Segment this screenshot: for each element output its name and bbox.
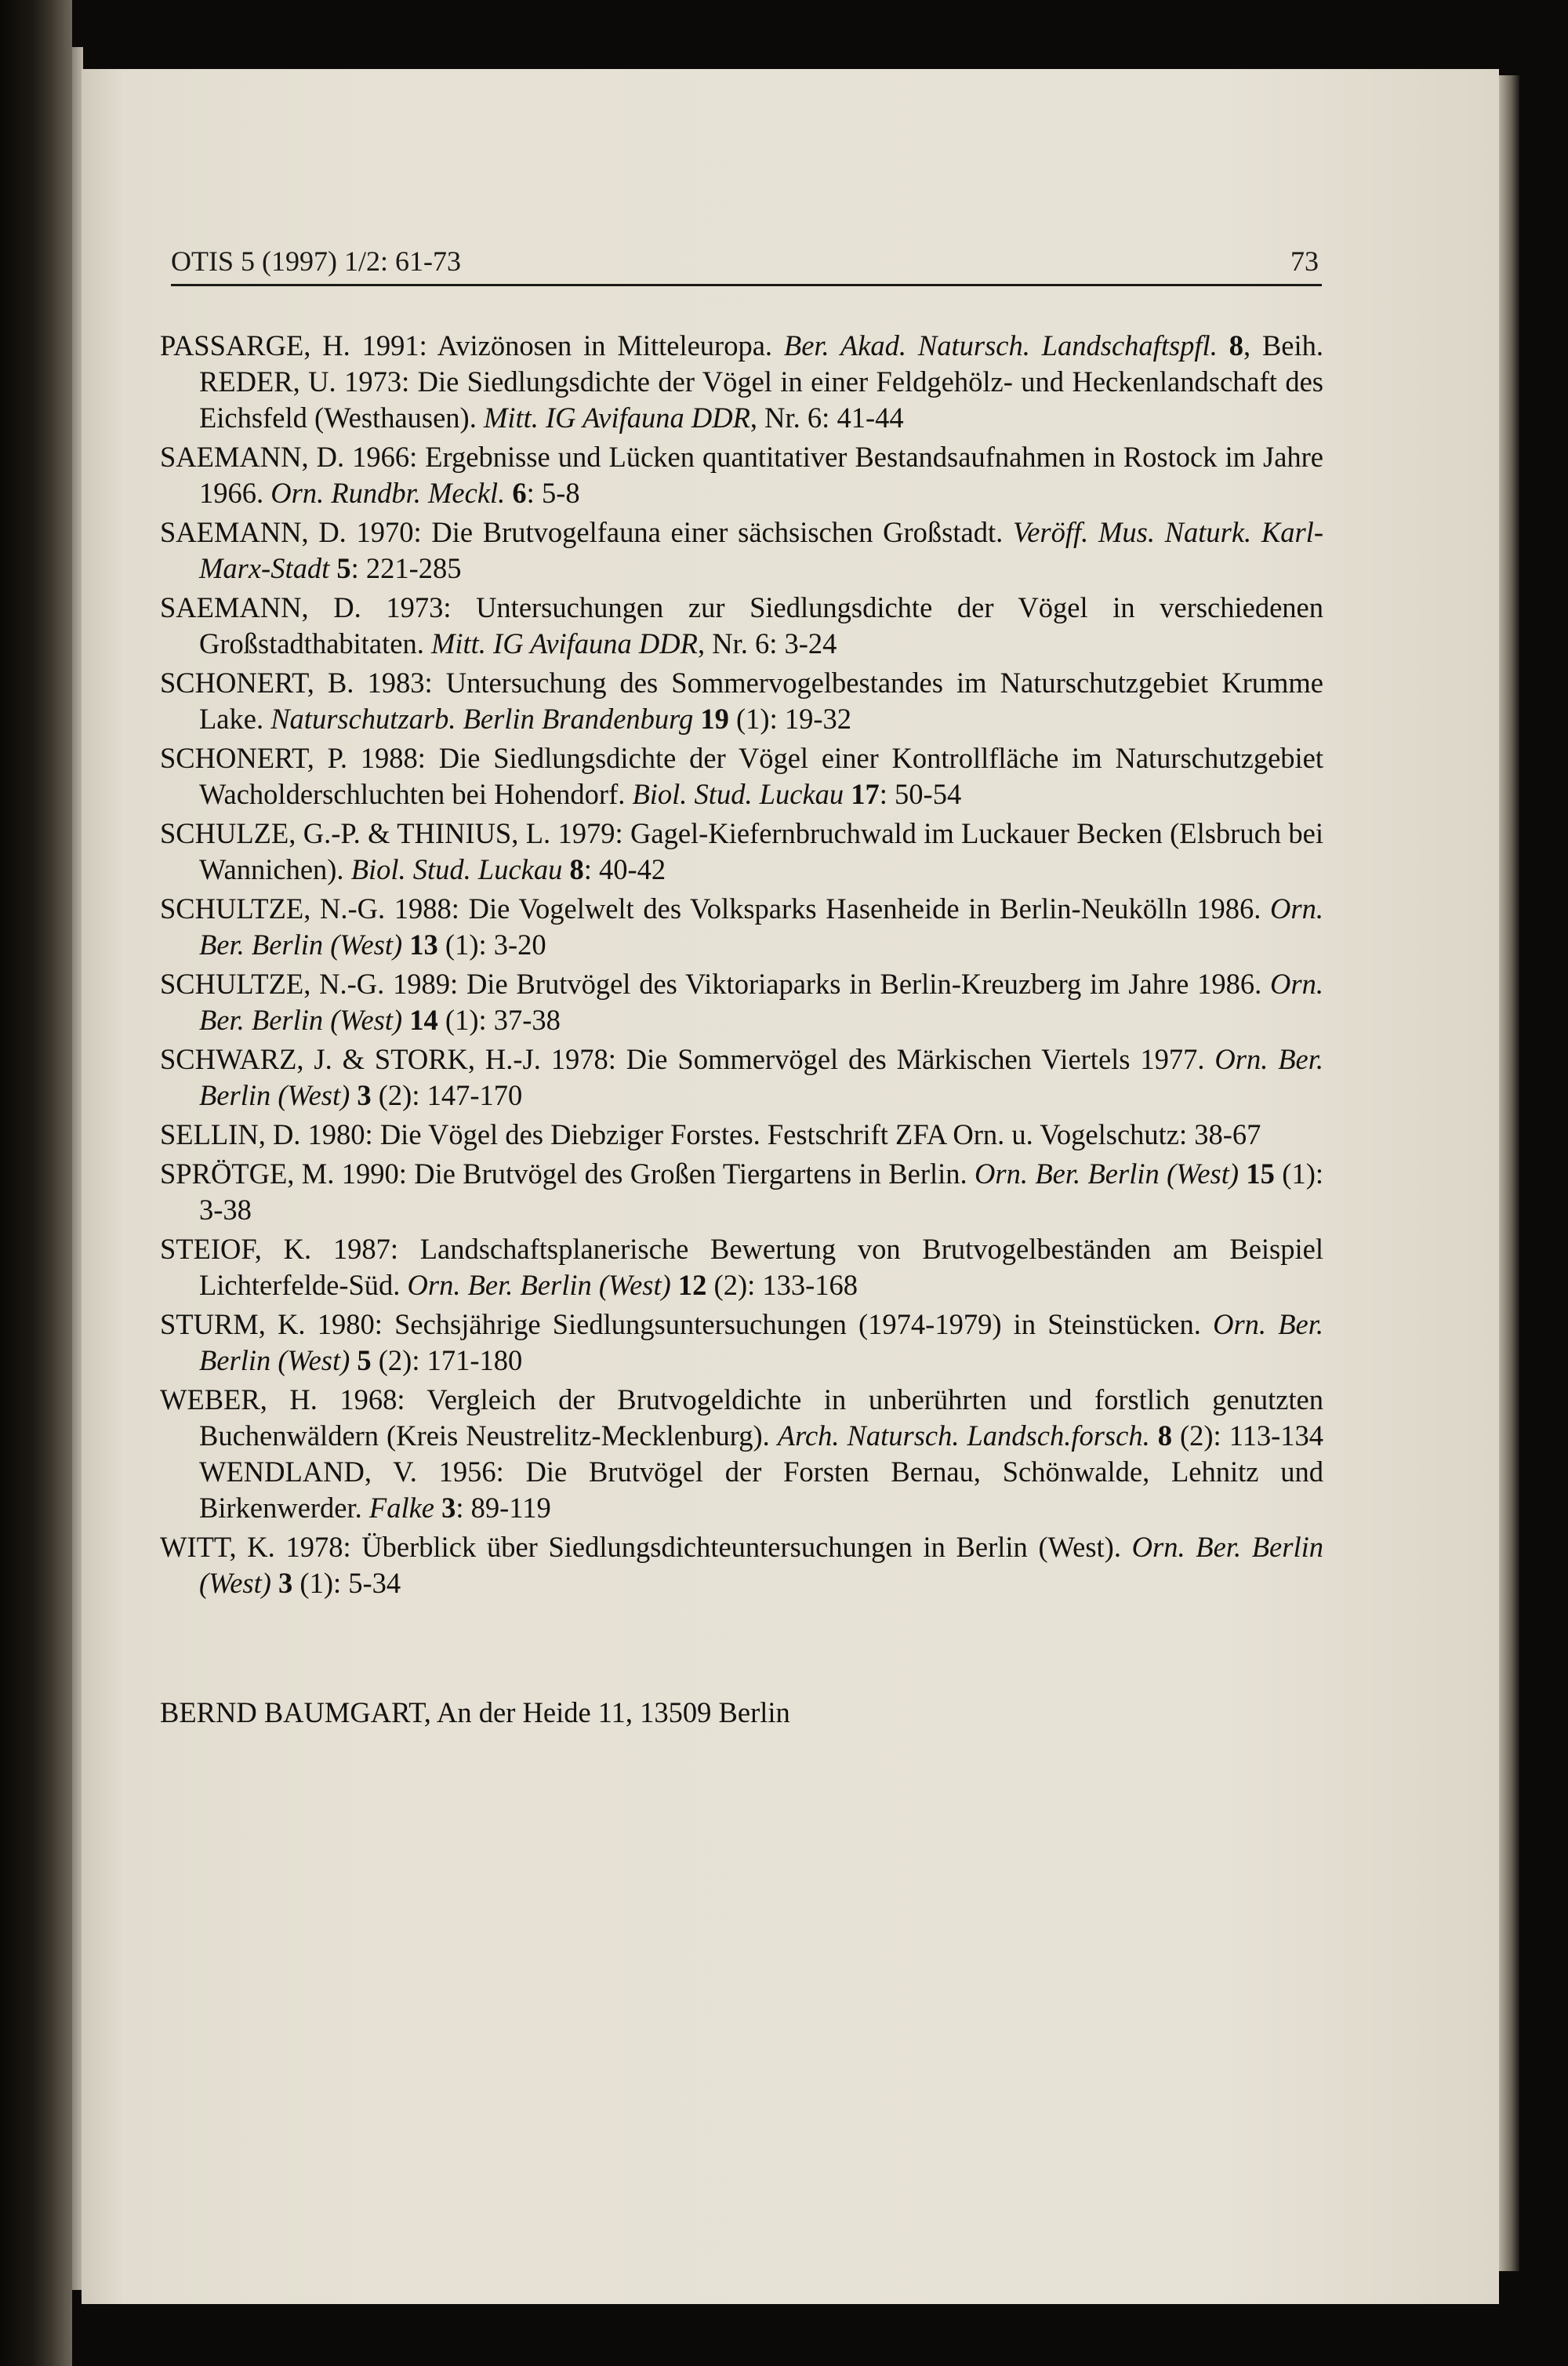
reference-entry: SCHULZE, G.-P. & THINIUS, L. 1979: Gagel-Kiefernbruchwald im Luckauer Becken (Elsbruch bei Wannichen). Biol. Stud. Luckau 8: 40-42 bbox=[160, 817, 1323, 885]
reference-entry: STURM, K. 1980: Sechsjährige Siedlungsuntersuchungen (1974-1979) in Steinstücken. Orn. Ber. Berlin (West) 5 (2): 171-180 bbox=[160, 1308, 1323, 1376]
reference-entry: WEBER, H. 1968: Vergleich der Brutvogeldichte in unberührten und forstlich genutzten Buchenwäldern (Kreis Neustrelitz-Mecklenburg). Arch. Natursch. Landsch.forsch. 8 (2): 113-134 WENDLAND, V. 1956: Die Brutvögel der Forsten Bernau, Schönwalde, Lehnitz und Birkenwerder. Falke 3: 89-119 bbox=[160, 1383, 1323, 1524]
page-number: 73 bbox=[1290, 245, 1319, 277]
reference-entry: SCHONERT, B. 1983: Untersuchung des Sommervogelbestandes im Naturschutzgebiet Krumme Lake. Naturschutzarb. Berlin Brandenburg 19 (1): 19-32 bbox=[160, 667, 1323, 735]
reference-entry: SAEMANN, D. 1973: Untersuchungen zur Siedlungsdichte der Vögel in verschiedenen Großstadthabitaten. Mitt. IG Avifauna DDR, Nr. 6: 3-24 bbox=[160, 591, 1323, 660]
running-header bbox=[171, 235, 1322, 286]
reference-list bbox=[160, 328, 1323, 1605]
journal-citation: OTIS 5 (1997) 1/2: 61-73 bbox=[171, 245, 461, 277]
reference-entry: SAEMANN, D. 1970: Die Brutvogelfauna einer sächsischen Großstadt. Veröff. Mus. Naturk. Karl-Marx-Stadt 5: 221-285 bbox=[160, 516, 1323, 584]
author-address: BERND BAUMGART, An der Heide 11, 13509 Berlin bbox=[160, 1696, 790, 1728]
reference-entry: SELLIN, D. 1980: Die Vögel des Diebziger Forstes. Festschrift ZFA Orn. u. Vogelschutz: 38-67 bbox=[160, 1118, 1261, 1150]
reference-entry: SPRÖTGE, M. 1990: Die Brutvögel des Großen Tiergartens in Berlin. Orn. Ber. Berlin (West) 15 (1): 3-38 bbox=[160, 1158, 1324, 1226]
reference-entry: SCHWARZ, J. & STORK, H.-J. 1978: Die Sommervögel des Märkischen Viertels 1977. Orn. Ber. Berlin (West) 3 (2): 147-170 bbox=[160, 1043, 1323, 1111]
reference-entry: SCHULTZE, N.-G. 1989: Die Brutvögel des Viktoriaparks in Berlin-Kreuzberg im Jahre 1986. Orn. Ber. Berlin (West) 14 (1): 37-38 bbox=[160, 968, 1323, 1036]
reference-entry: SAEMANN, D. 1966: Ergebnisse und Lücken quantitativer Bestandsaufnahmen in Rostock im Jahre 1966. Orn. Rundbr. Meckl. 6: 5-8 bbox=[160, 441, 1323, 509]
reference-entry: PASSARGE, H. 1991: Avizönosen in Mitteleuropa. Ber. Akad. Natursch. Landschaftspfl. 8, Beih. REDER, U. 1973: Die Siedlungsdichte der Vögel in einer Feldgehölz- und Heckenlandschaft des Eichsfeld (Westhausen). Mitt. IG Avifauna DDR, Nr. 6: 41-44 bbox=[160, 329, 1324, 434]
reference-entry: WITT, K. 1978: Überblick über Siedlungsdichteuntersuchungen in Berlin (West). Orn. Ber. Berlin (West) 3 (1): 5-34 bbox=[160, 1531, 1323, 1599]
reference-entry: SCHULTZE, N.-G. 1988: Die Vogelwelt des Volksparks Hasenheide in Berlin-Neukölln 1986. Orn. Ber. Berlin (West) 13 (1): 3-20 bbox=[160, 892, 1323, 961]
reference-entry: SCHONERT, P. 1988: Die Siedlungsdichte der Vögel einer Kontrollfläche im Naturschutzgebiet Wacholderschluchten bei Hohendorf. Biol. Stud. Luckau 17: 50-54 bbox=[160, 742, 1323, 810]
book-spine-shadow bbox=[0, 0, 72, 2366]
page-right-edge bbox=[1499, 75, 1519, 2271]
reference-entry: STEIOF, K. 1987: Landschaftsplanerische Bewertung von Brutvogelbeständen am Beispiel Lichterfelde-Süd. Orn. Ber. Berlin (West) 12 (2): 133-168 bbox=[160, 1233, 1323, 1301]
